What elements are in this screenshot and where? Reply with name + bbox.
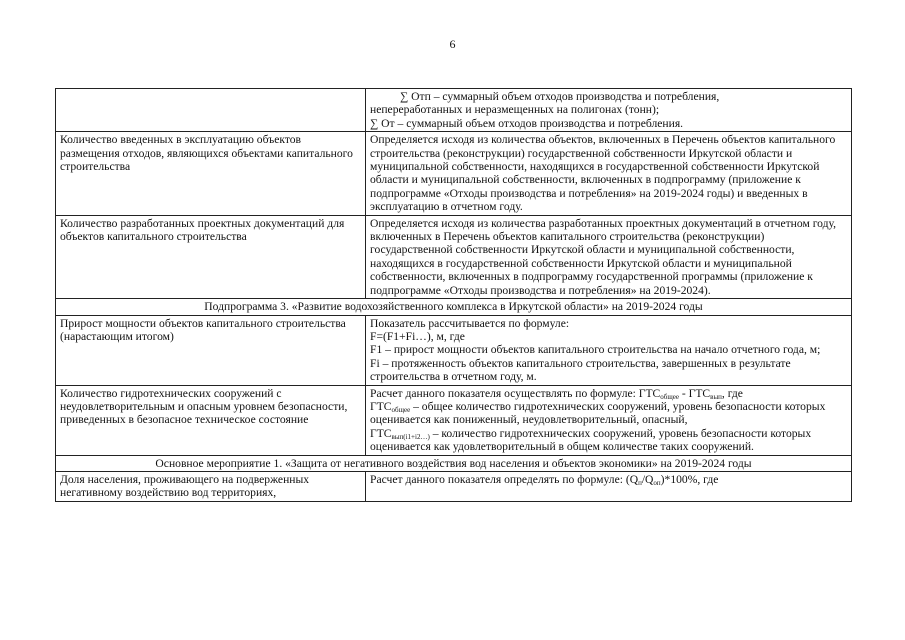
formula-text: – количество гидротехнических сооружений, уровень безопасности которых оценивается как удовлетворительный в общем количестве таких сооружений. <box>370 426 812 454</box>
row3-left: Количество разработанных проектных документаций для объектов капитального строительства <box>56 215 366 298</box>
row4-line4: Fi – протяженность объектов капитального строительства, завершенных в результате строительства в отчетном году, м. <box>370 356 791 384</box>
formula-subscript: п <box>638 478 642 487</box>
formula-subscript: общее <box>391 405 411 414</box>
table-row <box>56 89 852 132</box>
formula-text: , где <box>721 386 743 400</box>
indicator-table <box>55 88 852 502</box>
page-number: 6 <box>449 37 456 51</box>
row5-definition-total <box>370 400 847 427</box>
section-heading-main-activity-1: Основное мероприятие 1. «Защита от негативного воздействия вод населения и объектов экономики» на 2019-2024 годы <box>56 455 852 471</box>
table-row <box>56 215 852 298</box>
row4-line3: F1 – прирост мощности объектов капитального строительства на начало отчетного года, м; <box>370 343 821 357</box>
formula-text: )*100%, где <box>660 472 719 486</box>
table-row <box>56 315 852 385</box>
section-row <box>56 455 852 471</box>
formula-text: ГТС <box>370 399 392 413</box>
formula-text: - ГТС <box>678 386 711 400</box>
formula-text: /Q <box>641 472 654 486</box>
row5-left: Количество гидротехнических сооружений с неудовлетворительным и опасным уровнем безопасности, приведенных в безопасное техническое состояние <box>56 385 366 455</box>
row5-definition-done <box>370 427 847 454</box>
table-row <box>56 132 852 215</box>
row2-right: Определяется исходя из количества объектов, включенных в Перечень объектов капитального строительства (реконструкции) государственной собственности Иркутской области и муниципальной собственности, находящихся в государственной собственности Иркутской области и муниципальной собственности, включенных в подпрограмму (приложение к подпрограмме «Отходы производства и потребления» на 2019-2024 годы) и введенных в эксплуатацию в отчетном году. <box>366 132 852 215</box>
row6-right <box>366 471 852 501</box>
row4-line1: Показатель рассчитывается по формуле: <box>370 316 570 330</box>
formula-text: Расчет данного показателя определять по формуле: (Q <box>370 472 639 486</box>
formula-subscript: вып(i1+i2…) <box>391 432 430 441</box>
row1-line1: ∑ Отп – суммарный объем отходов производства и потребления, <box>400 90 720 103</box>
row4-right <box>366 315 852 385</box>
formula-text: Расчет данного показателя осуществлять по формуле: ГТС <box>370 386 661 400</box>
row5-formula-line <box>370 387 847 400</box>
row2-left: Количество введенных в эксплуатацию объектов размещения отходов, являющихся объектами капитального строительства <box>56 132 366 215</box>
row3-right: Определяется исходя из количества разработанных проектных документаций в отчетном году, включенных в Перечень объектов капитального строительства (реконструкции) государственной собственности Иркутской области и муниципальной собственности, находящихся в государственной собственности Иркутской области и муниципальной собственности, включенных в подпрограмму государственной программы (приложение к подпрограмме «Отходы производства и потребления» на 2019-2024). <box>366 215 852 298</box>
row1-line3: ∑ От – суммарный объем отходов производства и потребления. <box>370 116 684 130</box>
formula-subscript: вып <box>710 392 722 401</box>
table-row <box>56 385 852 455</box>
formula-text: – общее количество гидротехнических сооружений, уровень безопасности которых оценивается как пониженный, неудовлетворительный, опасный, <box>370 399 826 427</box>
row6-left: Доля населения, проживающего на подверженных негативному воздействию вод территориях, <box>56 471 366 501</box>
row1-line2: непереработанных и неразмещенных на полигонах (тонн); <box>370 103 660 117</box>
row1-left <box>56 89 366 132</box>
formula-subscript: общее <box>660 392 679 401</box>
formula-text: ГТС <box>370 426 392 440</box>
formula-subscript: оп <box>653 478 661 487</box>
row1-right <box>366 89 852 132</box>
section-row <box>56 299 852 315</box>
section-heading-subprogram-3: Подпрограмма 3. «Развитие водохозяйственного комплекса в Иркутской области» на 2019-2024 годы <box>56 299 852 315</box>
row4-line2: F=(F1+Fi…), м, где <box>370 329 465 343</box>
row4-left: Прирост мощности объектов капитального строительства (нарастающим итогом) <box>56 315 366 385</box>
table-row <box>56 471 852 501</box>
row5-right <box>366 385 852 455</box>
